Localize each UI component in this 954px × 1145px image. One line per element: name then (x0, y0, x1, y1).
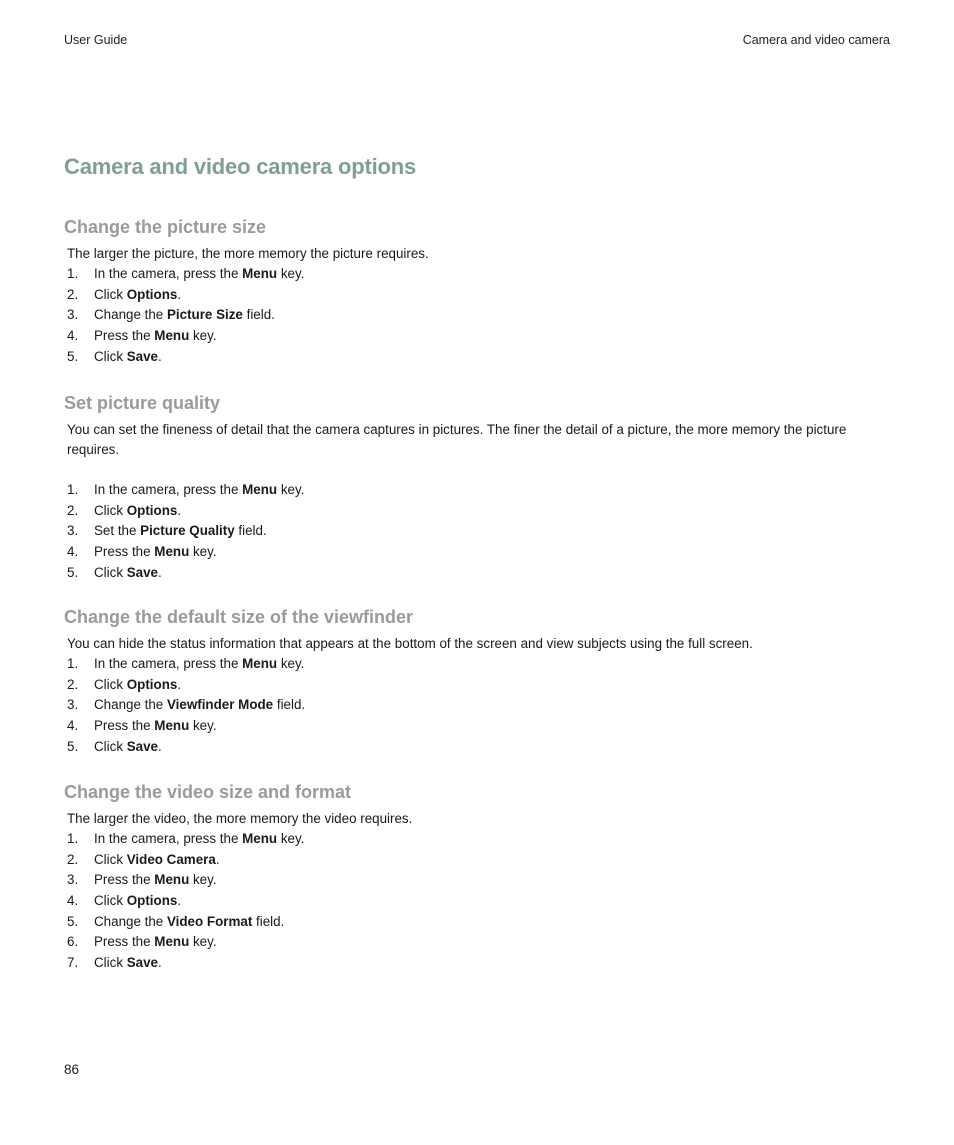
section-intro: You can hide the status information that appears at the bottom of the screen and view subjects using the full screen. (67, 636, 753, 651)
step-text-end: key. (277, 656, 305, 671)
step-item (64, 870, 890, 891)
step-item (64, 716, 890, 737)
page-header (64, 33, 890, 49)
step-ui-term: Menu (242, 266, 278, 281)
step-text: Click (94, 851, 127, 867)
step-number: 2. (67, 502, 79, 518)
step-ui-term: Save (126, 564, 159, 580)
step-ui-term: Viewfinder Mode (166, 697, 274, 713)
step-number: 7. (67, 955, 79, 971)
step-number: 5. (67, 738, 79, 754)
steps-list (64, 654, 890, 757)
step-item (64, 695, 890, 716)
step-text: Click (94, 564, 127, 580)
step-item (64, 480, 890, 501)
step-number: 3. (67, 697, 79, 713)
section-change-picture-size (64, 215, 890, 367)
step-item (64, 912, 890, 933)
step-text: In the camera, press the (94, 482, 243, 497)
step-number: 1. (67, 831, 79, 846)
step-ui-term: Save (126, 348, 159, 364)
step-text: Click (94, 502, 127, 518)
step-text: In the camera, press the (94, 656, 243, 671)
step-item (64, 521, 890, 542)
step-text: Change the (94, 913, 167, 929)
step-ui-term: Menu (154, 718, 190, 734)
step-item (64, 932, 890, 953)
step-item (64, 264, 890, 285)
step-text-end: key. (189, 544, 217, 560)
step-item (64, 563, 890, 584)
step-number: 3. (67, 307, 79, 323)
section-intro: The larger the picture, the more memory the picture requires. (67, 246, 429, 261)
step-text-end: field. (252, 913, 285, 929)
step-number: 5. (67, 564, 79, 580)
step-item (64, 891, 890, 912)
section-intro: The larger the video, the more memory the video requires. (67, 811, 413, 826)
step-ui-term: Menu (242, 831, 278, 846)
step-number: 1. (67, 266, 79, 281)
step-item (64, 326, 890, 347)
step-ui-term: Picture Quality (140, 523, 235, 539)
step-text-end: field. (273, 697, 306, 713)
step-text-end: . (215, 851, 220, 867)
step-text: Press the (94, 328, 155, 344)
step-text: Press the (94, 544, 155, 560)
step-ui-term: Menu (242, 656, 278, 671)
step-text: Click (94, 955, 127, 971)
steps-list (64, 829, 890, 974)
step-number: 1. (67, 482, 79, 497)
step-text-end: key. (189, 328, 217, 344)
step-number: 2. (67, 851, 79, 867)
step-number: 2. (67, 286, 79, 302)
step-text-end: . (177, 893, 182, 909)
step-text: Press the (94, 934, 155, 950)
step-item (64, 542, 890, 563)
section-set-picture-quality (64, 391, 890, 583)
page-number: 86 (64, 1062, 80, 1077)
step-number: 2. (67, 676, 79, 692)
step-text-end: . (158, 564, 162, 580)
step-item (64, 953, 890, 974)
section-heading: Set picture quality (64, 393, 221, 413)
step-ui-term: Options (126, 676, 178, 692)
step-text: Click (94, 738, 127, 754)
step-item (64, 501, 890, 522)
step-text-end: key. (189, 718, 217, 734)
step-number: 4. (67, 544, 79, 560)
step-text-end: key. (277, 266, 305, 281)
step-text: Press the (94, 718, 155, 734)
step-text-end: . (177, 676, 182, 692)
step-text: Click (94, 286, 127, 302)
header-document-title: User Guide (64, 33, 128, 47)
step-item (64, 347, 890, 368)
step-item (64, 285, 890, 306)
step-ui-term: Save (126, 955, 159, 971)
step-number: 6. (67, 934, 79, 950)
step-number: 3. (67, 523, 79, 539)
step-ui-term: Options (126, 286, 178, 302)
step-text-end: . (177, 286, 182, 302)
steps-list (64, 480, 890, 583)
step-text: In the camera, press the (94, 831, 243, 846)
section-change-viewfinder-size (64, 605, 890, 757)
step-text-end: field. (234, 523, 267, 539)
step-ui-term: Options (126, 502, 178, 518)
step-number: 4. (67, 718, 79, 734)
step-ui-term: Video Camera (126, 851, 216, 867)
step-item (64, 675, 890, 696)
section-change-video-size-format (64, 780, 890, 974)
step-number: 4. (67, 328, 79, 344)
step-text: Click (94, 676, 127, 692)
step-number: 5. (67, 348, 79, 364)
step-text-end: key. (189, 934, 217, 950)
step-text: Click (94, 348, 127, 364)
page-title: Camera and video camera options (64, 154, 417, 179)
step-text-end: key. (189, 872, 217, 888)
steps-list (64, 264, 890, 367)
step-text: In the camera, press the (94, 266, 243, 281)
step-text: Set the (94, 523, 141, 539)
step-ui-term: Menu (154, 544, 190, 560)
step-text-end: . (158, 738, 162, 754)
step-number: 3. (67, 872, 79, 888)
step-item (64, 654, 890, 675)
step-item (64, 305, 890, 326)
step-text-end: . (177, 502, 182, 518)
step-text: Click (94, 893, 127, 909)
section-heading: Change the default size of the viewfinder (64, 607, 414, 627)
step-text-end: . (158, 955, 162, 971)
step-ui-term: Video Format (166, 913, 253, 929)
step-ui-term: Menu (154, 328, 190, 344)
step-text-end: . (158, 348, 162, 364)
step-item (64, 829, 890, 850)
step-text: Change the (94, 307, 167, 323)
step-item (64, 737, 890, 758)
section-intro: You can set the fineness of detail that the camera captures in pictures. The finer the detail of a picture, the more memory the picture requires. (67, 422, 847, 457)
step-text-end: field. (242, 307, 275, 323)
step-ui-term: Options (126, 893, 178, 909)
step-ui-term: Menu (154, 934, 190, 950)
step-text: Press the (94, 872, 155, 888)
step-text-end: key. (277, 482, 305, 497)
step-ui-term: Save (126, 738, 159, 754)
step-ui-term: Menu (154, 872, 190, 888)
step-text: Change the (94, 697, 167, 713)
header-chapter-title: Camera and video camera (742, 33, 890, 47)
step-number: 5. (67, 913, 79, 929)
step-item (64, 850, 890, 871)
step-ui-term: Picture Size (166, 307, 243, 323)
section-heading: Change the picture size (64, 217, 267, 237)
step-text-end: key. (277, 831, 305, 846)
step-number: 1. (67, 656, 79, 671)
step-ui-term: Menu (242, 482, 278, 497)
step-number: 4. (67, 893, 79, 909)
section-heading: Change the video size and format (64, 782, 352, 802)
